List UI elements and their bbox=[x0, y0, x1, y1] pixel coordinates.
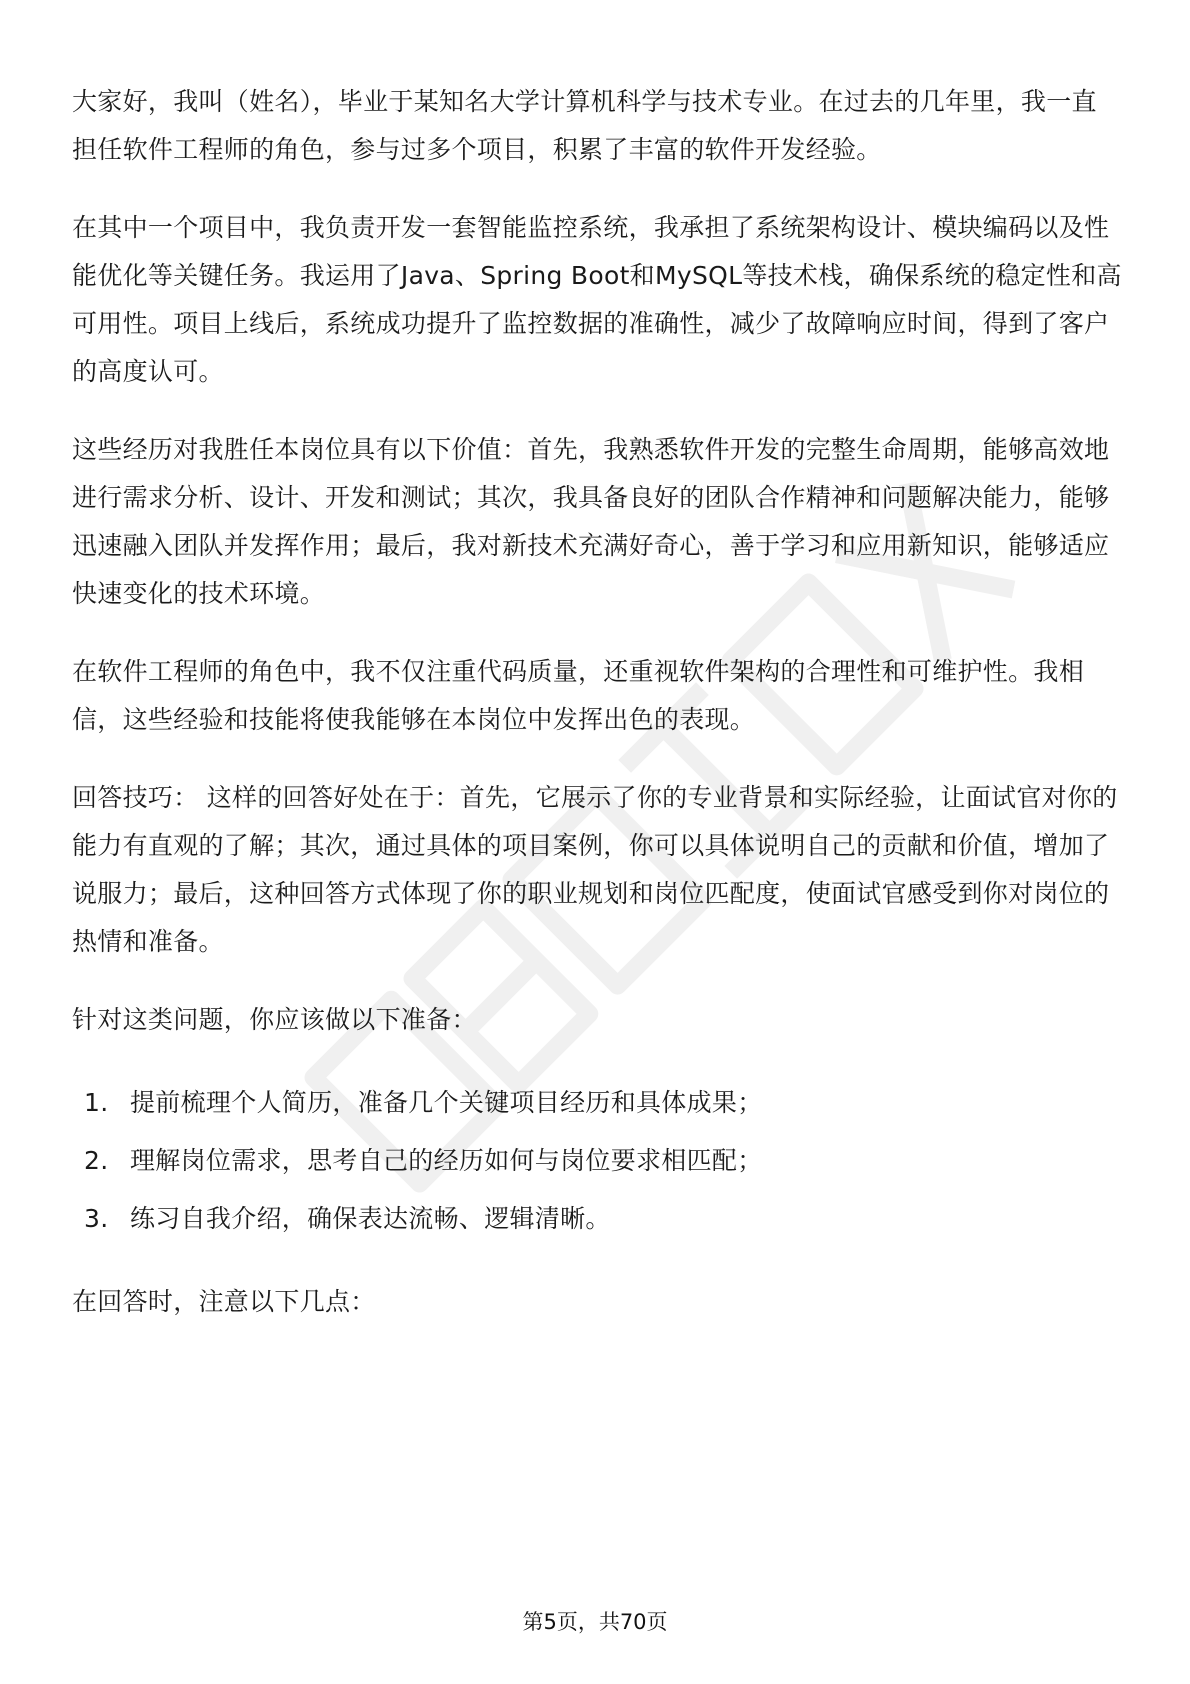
page-number-footer: 第5页，共70页 bbox=[522, 1610, 668, 1634]
list-item bbox=[72, 1190, 1122, 1248]
list-item-text: 理解岗位需求，思考自己的经历如何与岗位要求相匹配； bbox=[130, 1146, 763, 1175]
list-item bbox=[72, 1074, 1122, 1132]
main-content bbox=[72, 78, 1122, 1356]
paragraph-value: 这些经历对我胜任本岗位具有以下价值：首先，我熟悉软件开发的完整生命周期，能够高效地进行需求分析、设计、开发和测试；其次，我具备良好的团队合作精神和问题解决能力，能够迅速融入团队并发挥作用；最后，我对新技术充满好奇心，善于学习和应用新知识，能够适应快速变化的技术环境。 bbox=[72, 435, 1110, 608]
list-item-number: 2. bbox=[84, 1146, 109, 1175]
paragraph-project: 在其中一个项目中，我负责开发一套智能监控系统，我承担了系统架构设计、模块编码以及性能优化等关键任务。我运用了Java、Spring Boot和MySQL等技术栈，确保系统的稳定性和高可用性。项目上线后，系统成功提升了监控数据的准确性，减少了故障响应时间，得到了客户的高度认可。 bbox=[72, 213, 1122, 386]
list-item-number: 1. bbox=[84, 1088, 109, 1117]
prep-list bbox=[72, 1074, 1122, 1248]
list-item-text: 提前梳理个人简历，准备几个关键项目经历和具体成果； bbox=[130, 1088, 763, 1117]
paragraph-prep-intro: 针对这类问题，你应该做以下准备： bbox=[72, 1005, 477, 1034]
list-item bbox=[72, 1132, 1122, 1190]
paragraph-closing: 在回答时，注意以下几点： bbox=[72, 1287, 376, 1316]
paragraph-role: 在软件工程师的角色中，我不仅注重代码质量，还重视软件架构的合理性和可维护性。我相信，这些经验和技能将使我能够在本岗位中发挥出色的表现。 bbox=[72, 657, 1085, 734]
list-item-number: 3. bbox=[84, 1204, 109, 1233]
paragraph-intro: 大家好，我叫（姓名），毕业于某知名大学计算机科学与技术专业。在过去的几年里，我一直担任软件工程师的角色，参与过多个项目，积累了丰富的软件开发经验。 bbox=[72, 87, 1097, 164]
list-item-text: 练习自我介绍，确保表达流畅、逻辑清晰。 bbox=[130, 1204, 611, 1233]
paragraph-tips: 回答技巧： 这样的回答好处在于：首先，它展示了你的专业背景和实际经验，让面试官对你的能力有直观的了解；其次，通过具体的项目案例，你可以具体说明自己的贡献和价值，增加了说服力；最后，这种回答方式体现了你的职业规划和岗位匹配度，使面试官感受到你对岗位的热情和准备。 bbox=[72, 783, 1118, 956]
